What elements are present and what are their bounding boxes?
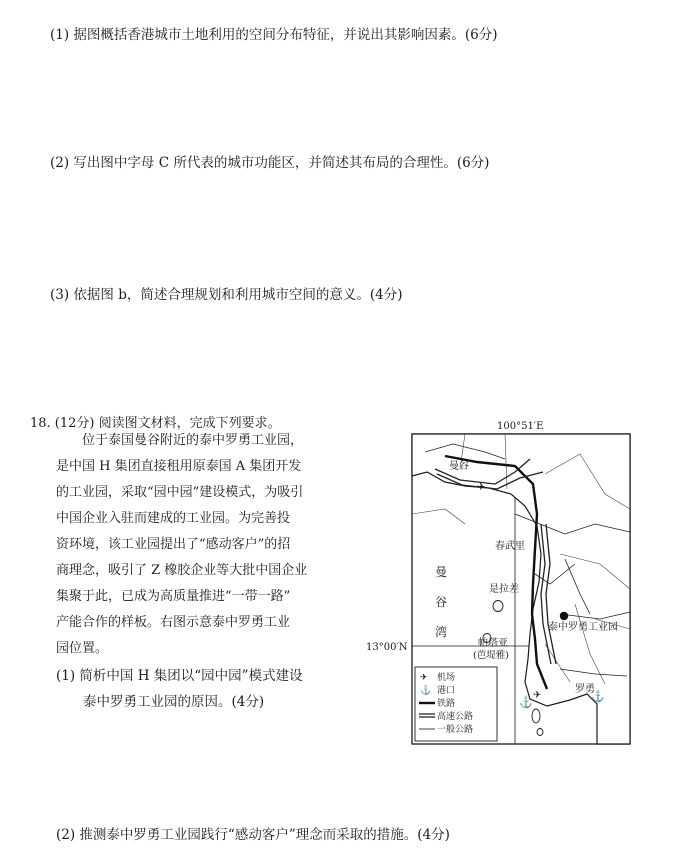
airport-icon: ✈: [477, 482, 486, 493]
anchor-icon: ⚓: [519, 696, 533, 709]
question-18-sub-2: (2) 推测泰中罗勇工业园践行“感动客户”理念而采取的措施。(4分): [56, 827, 450, 843]
passage-line: 商理念，吸引了 Z 橡胶企业等大批中国企业: [56, 563, 308, 578]
island: [532, 709, 540, 723]
place-label-industrial-park: 泰中罗勇工业园: [548, 622, 618, 633]
legend-anchor-icon: ⚓: [420, 686, 432, 696]
place-label-bangkok: 曼谷: [449, 461, 469, 472]
question-18-sub-1-line-1: (1) 简析中国 H 集团以“园中园”模式建设: [56, 668, 303, 684]
anchor-icon: ⚓: [591, 690, 605, 703]
airport-icon: ✈: [533, 690, 542, 701]
legend-port-label: 港口: [437, 686, 456, 696]
place-label-rayong: 罗勇: [575, 684, 595, 695]
legend-airport-label: 机场: [437, 673, 456, 683]
place-label-pattaya-alt: (芭堤雅): [473, 650, 509, 661]
question-18-passage: [56, 428, 356, 662]
question-18-sub-1-line-2: 泰中罗勇工业园的原因。(4分): [83, 694, 265, 710]
bay-label-char: 湾: [435, 625, 448, 639]
place-label-silacha: 是拉差: [489, 584, 519, 595]
place-label-pattaya: 帕塔亚: [478, 638, 508, 649]
location-map: [365, 414, 635, 749]
bay-label-char: 谷: [435, 595, 448, 609]
passage-line: 园位置。: [56, 641, 109, 656]
passage-line: 位于泰国曼谷附近的泰中罗勇工业园，: [82, 433, 304, 448]
question-18-header: 18. (12分) 阅读图文材料，完成下列要求。: [30, 416, 281, 431]
passage-line: 是中国 H 集团直接租用原泰国 A 集团开发: [56, 459, 302, 474]
passage-line: 集聚于此，已成为高质量推进“一带一路”: [56, 589, 291, 604]
place-label-chunwuli: 春武里: [495, 541, 525, 552]
question-3: (3) 依据图 b，简述合理规划和利用城市空间的意义。(4分): [50, 287, 403, 303]
latitude-label: 13°00′N: [366, 642, 408, 653]
bay-label-char: 曼: [435, 565, 448, 579]
map-legend: [415, 667, 497, 741]
question-1: (1) 据图概括香港城市土地利用的空间分布特征，并说出其影响因素。(6分): [50, 27, 498, 43]
longitude-label: 100°51′E: [497, 421, 544, 432]
island: [537, 729, 543, 736]
passage-line: 的工业园，采取“园中园”建设模式，为吸引: [56, 485, 304, 500]
passage-line: 中国企业入驻而建成的工业园。为完善投: [56, 511, 291, 526]
legend-railway-label: 铁路: [437, 699, 456, 709]
legend-airport-icon: ✈: [420, 673, 428, 683]
passage-line: 资环境，该工业园提出了“感动客户”的招: [56, 537, 291, 552]
legend-highway-label: 高速公路: [437, 712, 474, 722]
island: [493, 601, 503, 612]
industrial-park-marker: [560, 612, 568, 620]
passage-line: 产能合作的样板。右图示意泰中罗勇工业: [56, 615, 291, 630]
question-2: (2) 写出图中字母 C 所代表的城市功能区，并简述其布局的合理性。(6分): [50, 155, 490, 171]
legend-road-label: 一般公路: [437, 725, 474, 735]
